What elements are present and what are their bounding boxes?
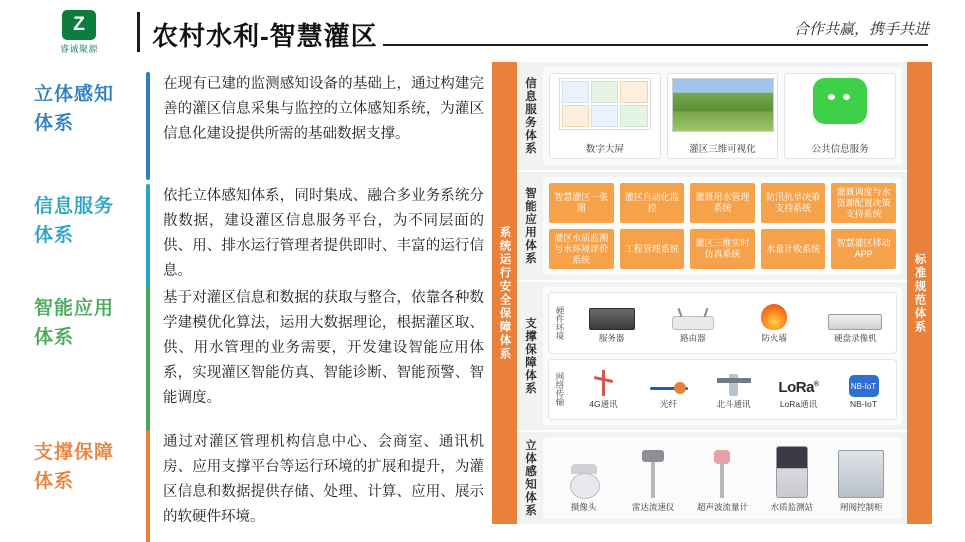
item-server[interactable] [581, 302, 643, 344]
router-icon [672, 302, 714, 330]
app-cell[interactable]: 灌区三维实时仿真系统 [690, 229, 755, 269]
section-label-support-guarantee: 支撑保障体系 [517, 282, 543, 430]
device-camera[interactable] [551, 446, 617, 513]
item-nvr[interactable] [824, 302, 886, 344]
firewall-icon [761, 302, 787, 330]
network-items [571, 368, 896, 410]
device-ultrasonic-flowmeter[interactable] [689, 446, 755, 513]
description-text-perception: 在现有已建的监测感知设备的基础上，通过构建完善的灌区信息采集与监控的立体感知系统，为灌区信息化建设提供所需的基础数据支撑。 [163, 76, 484, 142]
nbiot-icon: NB-IoT [849, 369, 879, 397]
water-quality-station-icon [776, 446, 808, 498]
device-caption: 水质监测站 [770, 502, 814, 512]
satellite-icon [717, 368, 751, 396]
device-gate-control-cabinet[interactable] [828, 446, 894, 513]
band-system-security: 系统运行安全保障体系 [492, 62, 517, 524]
section-body-support-guarantee [543, 287, 902, 425]
app-cell[interactable]: 水量计收系统 [761, 229, 826, 269]
device-caption: 超声波流量计 [696, 502, 748, 512]
network-row [548, 359, 897, 421]
description-label-smart-application: 智能应用 体系 [34, 298, 115, 348]
item-firewall[interactable] [743, 302, 805, 344]
logo-mark-icon: Z [62, 10, 96, 40]
wechat-icon [813, 78, 867, 124]
section-body-perception [543, 437, 902, 519]
description-block-perception [34, 72, 484, 180]
ultrasonic-flowmeter-icon [713, 446, 731, 498]
device-caption: 闸阀控制柜 [839, 502, 883, 512]
company-logo [42, 8, 116, 56]
device-water-quality-station[interactable] [759, 446, 825, 513]
item-caption: 路由器 [680, 332, 706, 343]
ptz-camera-icon [567, 446, 601, 498]
item-fiber[interactable] [638, 368, 700, 410]
app-cell[interactable]: 灌溉调度与水资源配置决策支持系统 [831, 183, 896, 223]
item-caption: 光纤 [659, 399, 677, 410]
description-label-perception: 立体感知 体系 [34, 84, 115, 134]
app-cell[interactable]: 智慧灌区移动APP [831, 229, 896, 269]
card-caption: 灌区三维可视化 [689, 144, 756, 155]
item-caption: 防火墙 [761, 332, 787, 343]
application-grid [549, 183, 896, 269]
section-smart-application [517, 172, 907, 280]
dashboard-art-icon [559, 78, 651, 130]
logo-text: 睿诚聚源 [59, 43, 98, 54]
app-cell[interactable]: 灌溉用水管理系统 [690, 183, 755, 223]
cell-tower-icon [592, 368, 616, 396]
hardware-items [571, 302, 896, 344]
hardware-row [548, 292, 897, 354]
device-caption: 摄像头 [570, 502, 597, 512]
app-cell[interactable]: 灌区自动化监控 [620, 183, 685, 223]
card-digital-screen[interactable] [549, 73, 661, 159]
app-cell[interactable]: 智慧灌区一张图 [549, 183, 614, 223]
gate-control-cabinet-icon [838, 446, 884, 498]
item-4g[interactable] [573, 368, 635, 410]
item-caption: 4G通讯 [589, 399, 618, 410]
section-body-info-service [543, 67, 902, 165]
card-caption: 公共信息服务 [811, 144, 869, 155]
left-description-column [34, 72, 484, 525]
row-label-hardware: 硬件环境 [555, 305, 565, 340]
item-caption: NB-IoT [850, 399, 877, 410]
section-label-smart-application: 智能应用体系 [517, 172, 543, 280]
device-radar-flowmeter[interactable] [620, 446, 686, 513]
app-cell[interactable]: 灌区水质监测与水环境评价系统 [549, 229, 614, 269]
item-caption: 服务器 [598, 332, 625, 343]
item-nbiot[interactable] [833, 369, 895, 409]
card-3d-visualization[interactable] [667, 73, 779, 159]
lora-icon: LoRa® [778, 379, 819, 397]
section-info-service [517, 62, 907, 170]
section-support-guarantee [517, 282, 907, 430]
slide-header [0, 0, 965, 62]
section-body-smart-application [543, 177, 902, 275]
nvr-icon [828, 302, 882, 330]
description-text-info-service: 依托立体感知体系，同时集成、融合多业务系统分散数据，建设灌区信息服务平台，为不同层面的供、用、排水运行管理者提供即时、丰富的运行信息。 [163, 188, 484, 279]
architecture-diagram [492, 62, 932, 524]
slogan-text: 合作共赢，携手共进 [793, 21, 929, 38]
section-perception [517, 432, 907, 524]
description-label-info-service: 信息服务 体系 [34, 196, 115, 246]
title-divider [137, 12, 140, 52]
fiber-icon [650, 368, 688, 396]
section-label-perception: 立体感知体系 [517, 432, 543, 524]
description-block-support [34, 430, 484, 542]
description-label-support: 支撑保障 体系 [34, 442, 115, 492]
server-icon [589, 302, 635, 330]
app-cell[interactable]: 工程管理系统 [620, 229, 685, 269]
item-caption: 硬盘录像机 [834, 332, 877, 343]
app-cell[interactable]: 防汛抗旱决策支持系统 [761, 183, 826, 223]
diagram-sections [517, 62, 907, 524]
item-caption: 北斗通讯 [716, 399, 751, 410]
item-router[interactable] [662, 302, 724, 344]
radar-flowmeter-icon [642, 446, 664, 498]
item-beidou[interactable] [703, 368, 765, 410]
item-caption: LoRa通讯 [779, 399, 818, 410]
title-rule [383, 44, 928, 46]
field-photo-art-icon [672, 78, 774, 132]
description-text-smart-application: 基于对灌区信息和数据的获取与整合，依靠各种数学建模优化算法，运用大数据理论，根据灌区取、供、用水管理的业务需要，开发建设智能应用体系，实现灌区智能仿真、智能诊断、智能预警、智能调度。 [163, 290, 484, 406]
band-standards: 标准规范体系 [907, 62, 932, 524]
device-caption: 雷达流速仪 [631, 502, 675, 512]
page-title: 农村水利-智慧灌区 [152, 21, 378, 51]
description-text-support: 通过对灌区管理机构信息中心、会商室、通讯机房、应用支撑平台等运行环境的扩展和提升，为灌区信息和数据提供存储、处理、计算、应用、展示的软硬件环境。 [163, 434, 484, 525]
item-lora[interactable] [768, 368, 830, 410]
row-label-network: 网络传输 [555, 372, 565, 407]
section-label-info-service: 信息服务体系 [517, 62, 543, 170]
card-public-info-service[interactable] [784, 73, 896, 159]
card-caption: 数字大屏 [585, 144, 624, 155]
description-block-smart-application [34, 286, 484, 436]
